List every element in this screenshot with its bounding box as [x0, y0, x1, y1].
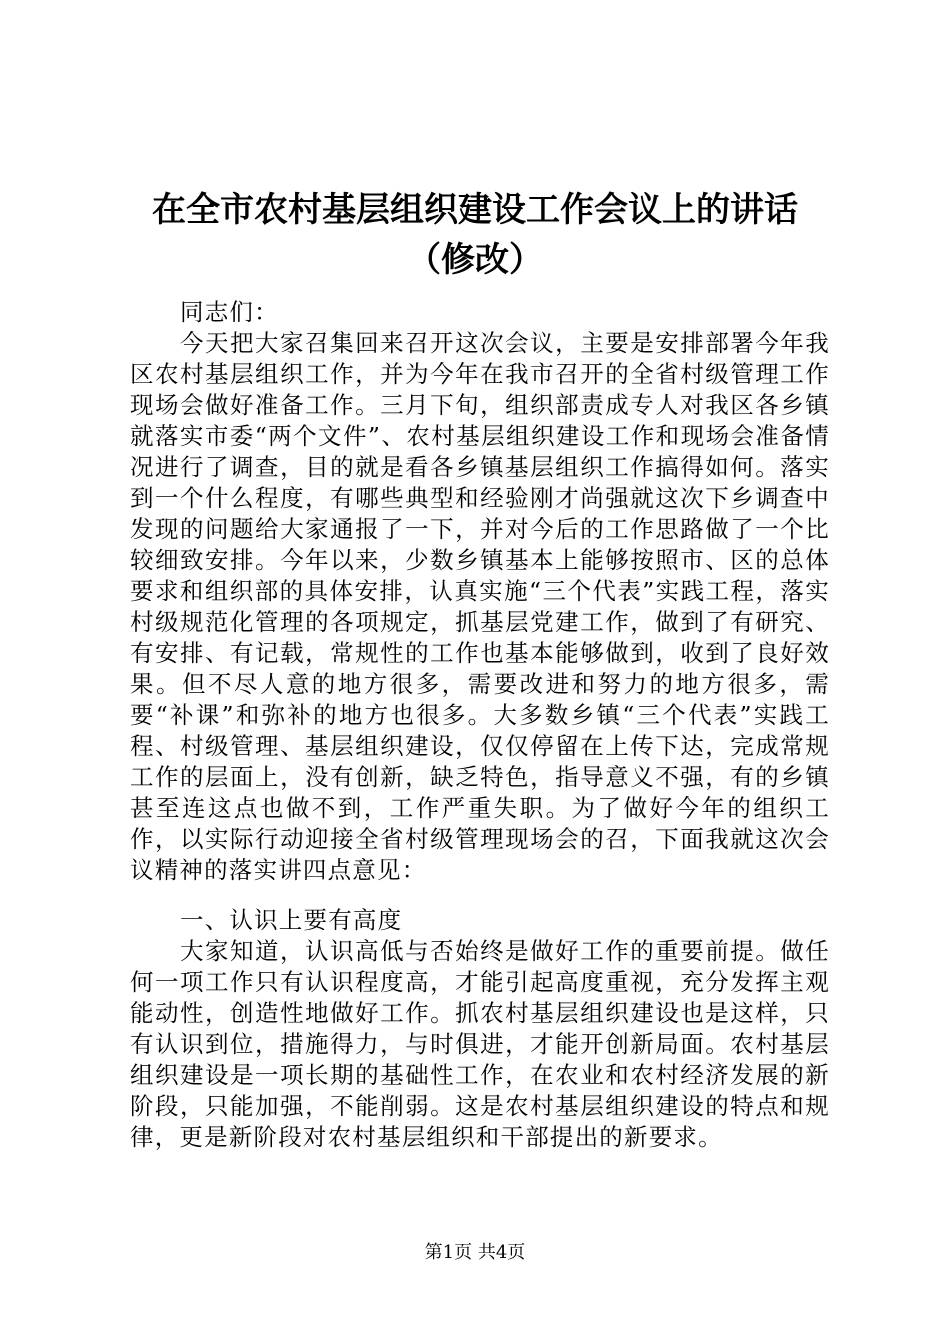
document-title-suffix: （修改）	[407, 240, 543, 280]
section-heading: 一、认识上要有高度	[180, 906, 403, 934]
document-title: 在全市农村基层组织建设工作会议上的讲话	[152, 190, 798, 230]
page-footer: 第1页 共4页	[424, 1242, 526, 1263]
salutation: 同志们：	[180, 298, 279, 326]
paragraph-opening: 今天把大家召集回来召开这次会议，主要是安排部署今年我区农村基层组织工作，并为今年在我市召开的全省村级管理工作现场会做好准备工作。三月下旬，组织部责成专人对我区各乡镇就落实市委“两个文件”、农村基层组织建设工作和现场会准备情况进行了调查，目的就是看各乡镇基层组织工作搞得如何。落实到一个什么程度，有哪些典型和经验刚才尚强就这次下乡调查中发现的问题给大家通报了一下，并对今后的工作思路做了一个比较细致安排。今年以来，少数乡镇基本上能够按照市、区的总体要求和组织部的具体安排，认真实施“三个代表”实践工程，落实村级规范化管理的各项规定，抓基层党建工作，做到了有研究、有安排、有记载，常规性的工作也基本能够做到，收到了良好效果。但不尽人意的地方很多，需要改进和努力的地方很多，需要“补课”和弥补的地方也很多。大多数乡镇“三个代表”实践工程、村级管理、基层组织建设，仅仅停留在上传下达，完成常规工作的层面上，没有创新，缺乏特色，指导意义不强，有的乡镇甚至连这点也做不到，工作严重失职。为了做好今年的组织工作，以实际行动迎接全省村级管理现场会的召，下面我就这次会议精神的落实讲四点意见：	[130, 329, 830, 884]
paragraph-section-1: 大家知道，认识高低与否始终是做好工作的重要前提。做任何一项工作只有认识程度高，才能引起高度重视，充分发挥主观能动性，创造性地做好工作。抓农村基层组织建设也是这样，只有认识到位，措施得力，与时俱进，才能开创新局面。农村基层组织建设是一项长期的基础性工作，在农业和农村经济发展的新阶段，只能加强，不能削弱。这是农村基层组织建设的特点和规律，更是新阶段对农村基层组织和干部提出的新要求。	[130, 937, 830, 1151]
